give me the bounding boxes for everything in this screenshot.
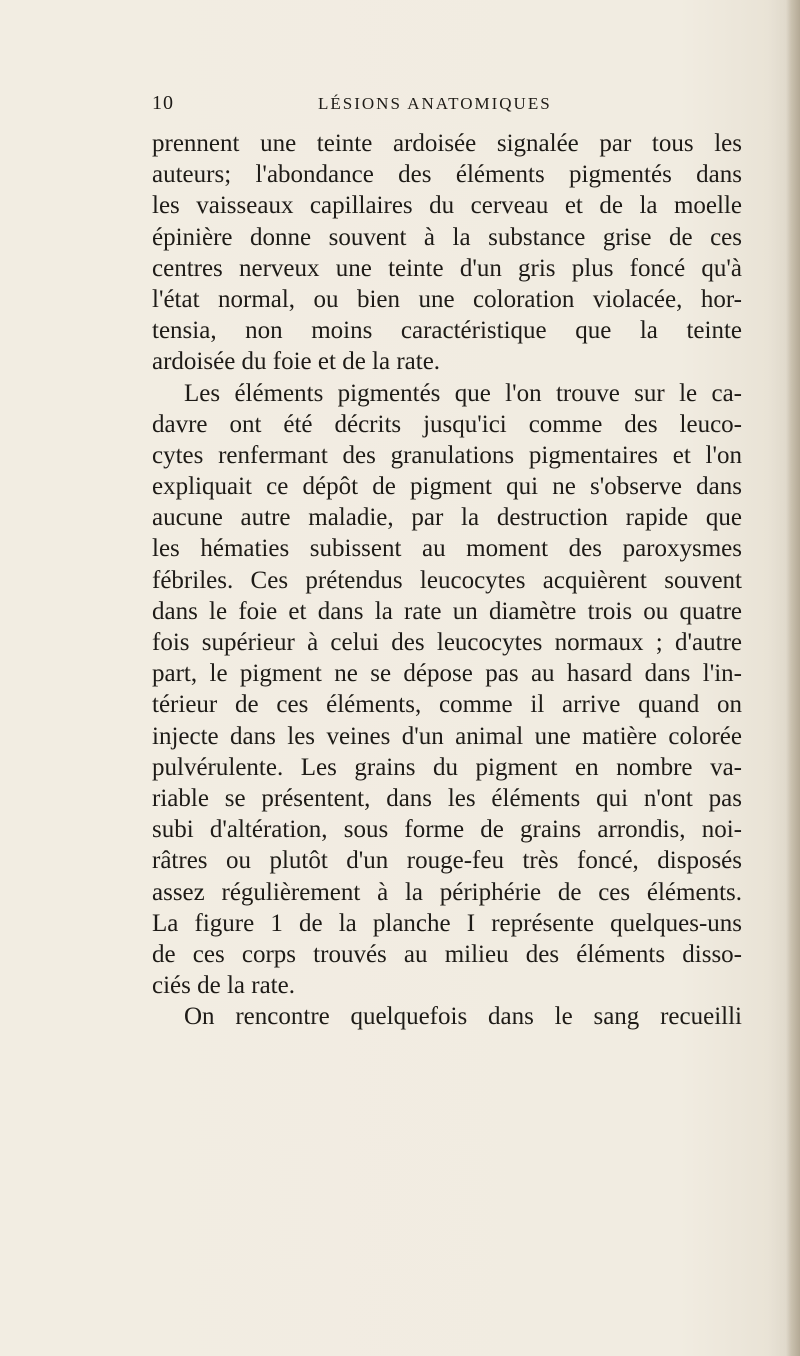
text-line: les hématies subissent au moment des paroxysmes [152, 535, 742, 563]
text-line: dans le foie et dans la rate un diamètre trois ou quatre [152, 597, 742, 625]
text-line: subi d'altération, sous forme de grains arrondis, noi- [152, 816, 742, 844]
text-line: fois supérieur à celui des leucocytes normaux ; d'autre [152, 629, 742, 656]
text-line: cytes renfermant des granulations pigmentaires et l'on [152, 441, 742, 469]
text-line: prennent une teinte ardoisée signalée par tous les [152, 130, 742, 157]
text-line: pulvérulente. Les grains du pigment en nombre va- [152, 753, 742, 781]
text-line: part, le pigment ne se dépose pas au hasard dans l'in- [152, 660, 742, 688]
text-line: On rencontre quelquefois dans le sang recueilli [184, 1003, 742, 1031]
text-line: auteurs; l'abondance des éléments pigmentés dans [152, 161, 742, 189]
text-line: riable se présentent, dans les éléments qui n'ont pas [152, 784, 742, 812]
text-line: térieur de ces éléments, comme il arrive quand on [152, 691, 742, 719]
body-text [152, 128, 742, 1032]
running-title: LÉSIONS ANATOMIQUES [318, 94, 552, 113]
text-line: centres nerveux une teinte d'un gris plus foncé qu'à [152, 254, 742, 282]
text-line: fébriles. Ces prétendus leucocytes acquièrent souvent [152, 566, 742, 594]
text-line: Les éléments pigmentés que l'on trouve sur le ca- [184, 379, 742, 407]
text-line: épinière donne souvent à la substance grise de ces [152, 223, 742, 251]
running-header [152, 92, 742, 118]
text-line: ciés de la rate. [152, 972, 295, 1000]
text-line: aucune autre maladie, par la destruction rapide que [152, 504, 742, 532]
text-line: La figure 1 de la planche I représente quelques-uns [152, 909, 742, 937]
text-line: râtres ou plutôt d'un rouge-feu très foncé, disposés [152, 847, 742, 875]
text-line: injecte dans les veines d'un animal une matière colorée [152, 722, 742, 750]
text-line: davre ont été décrits jusqu'ici comme des leuco- [152, 410, 742, 438]
text-line: l'état normal, ou bien une coloration violacée, hor- [152, 285, 742, 313]
text-line: de ces corps trouvés au milieu des éléments disso- [152, 940, 742, 968]
text-line: les vaisseaux capillaires du cerveau et de la moelle [152, 192, 742, 220]
text-line: tensia, non moins caractéristique que la teinte [152, 317, 742, 345]
page-edge-shadow [786, 0, 800, 1356]
page-number: 10 [152, 92, 174, 114]
text-line: expliquait ce dépôt de pigment qui ne s'observe dans [152, 473, 742, 501]
text-line: ardoisée du foie et de la rate. [152, 348, 441, 376]
text-line: assez régulièrement à la périphérie de ces éléments. [152, 878, 742, 906]
